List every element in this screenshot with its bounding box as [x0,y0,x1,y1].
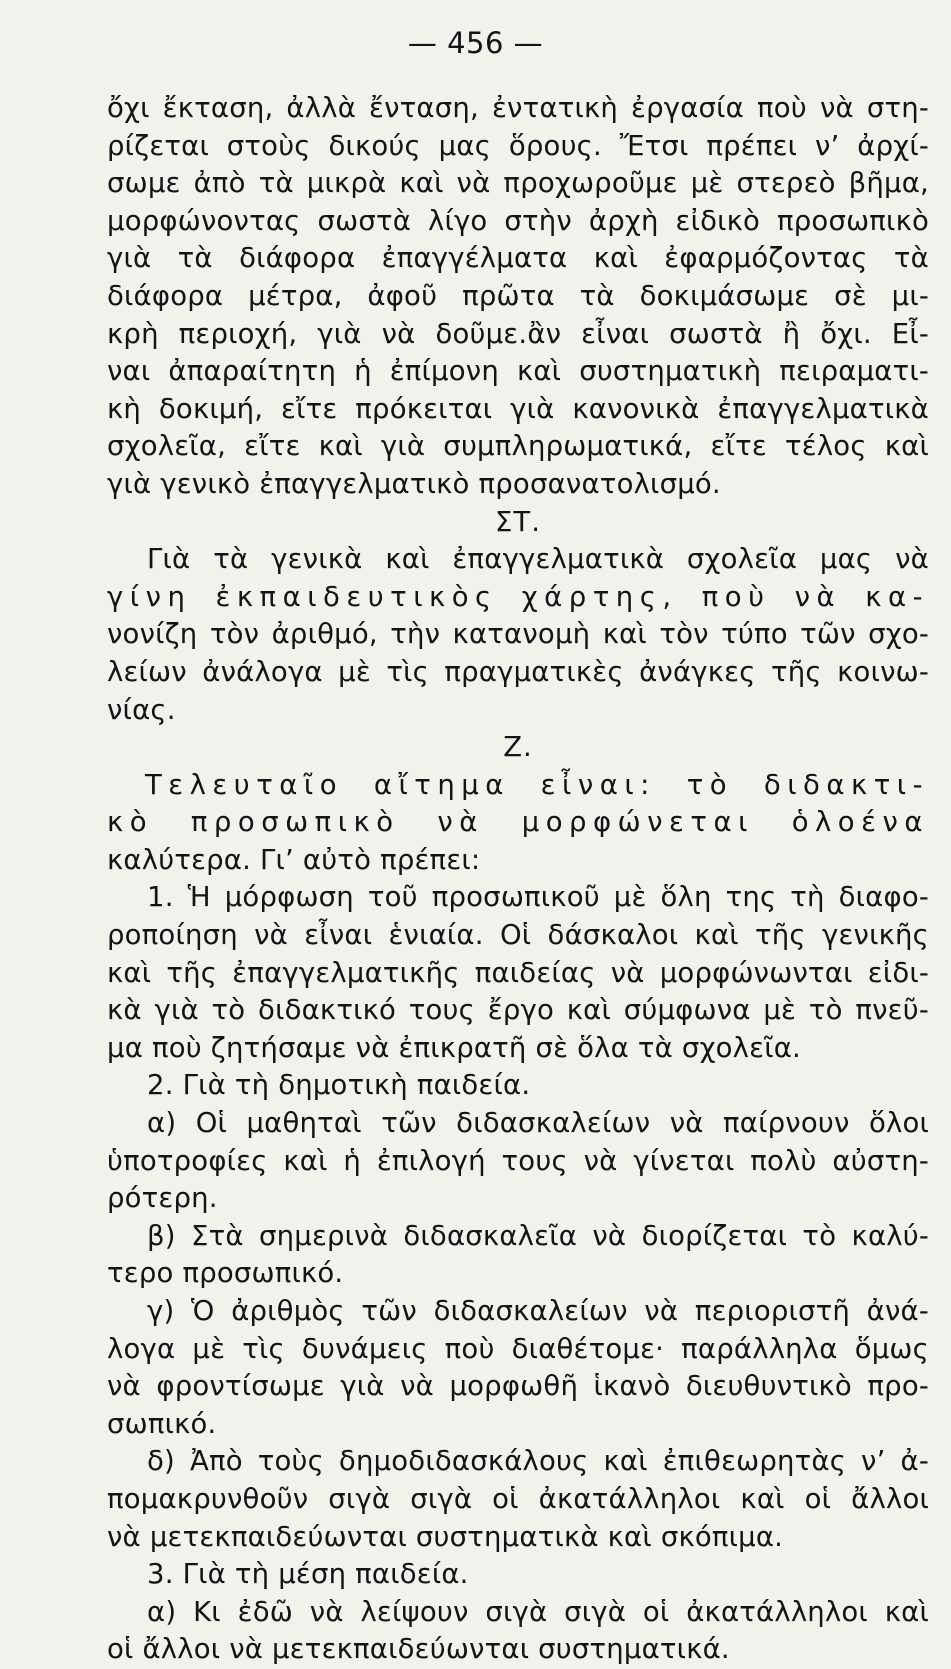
text-line: σωμε ἀπὸ τὰ μικρὰ καὶ νὰ προχωροῦμε μὲ στερεὸ βῆμα, [107,167,929,200]
text-line: πομακρυνθοῦν σιγὰ σιγὰ οἱ ἀκατάλληλοι καὶ οἱ ἄλλοι [107,1482,929,1515]
text-line: γιὰ τὰ διάφορα ἐπαγγέλματα καὶ ἐφαρμόζοντας τὰ [107,242,929,275]
text-line: σχολεῖα, εἴτε καὶ γιὰ συμπληρωματικά, εἴτε τέλος καὶ [107,430,929,463]
text-line: ρότερη. [107,1182,218,1215]
text-line: δ) Ἀπὸ τοὺς δημοδιδασκάλους καὶ ἐπιθεωρητὰς ν’ ἀ- [147,1445,929,1478]
text-line: κὴ δοκιμή, εἴτε πρόκειται γιὰ κανονικὰ ἐπαγγελματικὰ [107,392,929,425]
text-line: ναι ἀπαραίτητη ἡ ἐπίμονη καὶ συστηματικὴ πειραματι- [107,355,929,388]
text-line: α) Κι ἐδῶ νὰ λείψουν σιγὰ σιγὰ οἱ ἀκατάλληλοι καὶ [147,1595,929,1628]
body-text [107,90,929,1669]
text-line: Γιὰ τὰ γενικὰ καὶ ἐπαγγελματικὰ σχολεῖα μας νὰ [147,543,929,576]
text-line: διάφορα μέτρα, ἀφοῦ πρῶτα τὰ δοκιμάσωμε σὲ μι- [107,279,929,312]
text-line: 2. Γιὰ τὴ δημοτικὴ παιδεία. [147,1069,531,1102]
text-line: κὸ προσωπικὸ νὰ μορφώνεται ὁλοένα [107,806,929,839]
text-line: μα ποὺ ζητήσαμε νὰ ἐπικρατῆ σὲ ὅλα τὰ σχολεῖα. [107,1031,801,1064]
text-line: γ) Ὁ ἀριθμὸς τῶν διδασκαλείων νὰ περιοριστῆ ἀνά- [147,1295,929,1327]
text-line: β) Στὰ σημερινὰ διδασκαλεῖα νὰ διορίζεται τὸ καλύ- [147,1219,929,1252]
text-line: Τελευταῖο αἴτημα εἶναι: τὸ διδακτι- [145,768,929,801]
text-line: καλύτερα. Γι’ αὐτὸ πρέπει: [107,843,481,876]
page-number-dash-right: — [513,26,544,60]
text-line: νίας. [107,693,176,726]
page-number [0,26,951,60]
text-line: νὰ φροντίσωμε γιὰ νὰ μορφωθῆ ἱκανὸ διευθυντικὸ προ- [107,1370,929,1403]
text-line: σωπικό. [107,1407,217,1440]
page-number-dash-left: — [407,26,438,60]
text-line: 3. Γιὰ τὴ μέση παιδεία. [147,1558,469,1591]
text-line: ὑποτροφίες καὶ ἡ ἐπιλογή τους νὰ γίνεται πολὺ αὐστη- [107,1144,929,1177]
text-line: λείων ἀνάλογα μὲ τὶς πραγματικὲς ἀνάγκες τῆς κοινω- [107,655,929,688]
text-line: νὰ μετεκπαιδεύωνται συστηματικὰ καὶ σκόπιμα. [107,1520,784,1553]
text-line: οἱ ἄλλοι νὰ μετεκπαιδεύωνται συστηματικά. [107,1633,730,1666]
text-line: γιὰ γενικὸ ἐπαγγελματικὸ προσανατολισμό. [107,467,721,500]
text-line: ὄχι ἔκταση, ἀλλὰ ἔνταση, ἐντατικὴ ἐργασία ποὺ νὰ στη- [107,92,929,124]
page-number-value: 456 [447,26,504,60]
text-line: κρὴ περιοχή, γιὰ νὰ δοῦμε.ἂν εἶναι σωστὰ ἢ ὄχι. Εἶ- [107,317,929,350]
text-line: ροποίηση νὰ εἶναι ἑνιαία. Οἱ δάσκαλοι καὶ τῆς γενικῆς [107,919,929,952]
text-line: μορφώνοντας σωστὰ λίγο στὴν ἀρχὴ εἰδικὸ προσωπικὸ [107,204,929,237]
text-line: γίνη ἐκπαιδευτικὸς χάρτης, ποὺ νὰ κα- [107,580,929,613]
text-line: τερο προσωπικό. [107,1257,344,1290]
section-heading-st: ΣΤ. [495,505,541,538]
text-line: ρίζεται στοὺς δικούς μας ὅρους. Ἔτσι πρέπει ν’ ἀρχί- [107,129,929,162]
text-line: νονίζη τὸν ἀριθμό, τὴν κατανομὴ καὶ τὸν τύπο τῶν σχο- [107,618,929,651]
text-line: α) Οἱ μαθηταὶ τῶν διδασκαλείων νὰ παίρνουν ὅλοι [147,1107,929,1140]
text-line: 1. Ἡ μόρφωση τοῦ προσωπικοῦ μὲ ὅλη της τὴ διαφο- [147,881,929,914]
text-line: κὰ γιὰ τὸ διδακτικό τους ἔργο καὶ σύμφωνα μὲ τὸ πνεῦ- [107,994,929,1027]
section-heading-z: Ζ. [503,731,533,764]
text-line: καὶ τῆς ἐπαγγελματικῆς παιδείας νὰ μορφώνωνται εἰδι- [107,956,929,989]
text-line: λογα μὲ τὶς δυνάμεις ποὺ διαθέτομε· παράλληλα ὅμως [107,1332,929,1365]
